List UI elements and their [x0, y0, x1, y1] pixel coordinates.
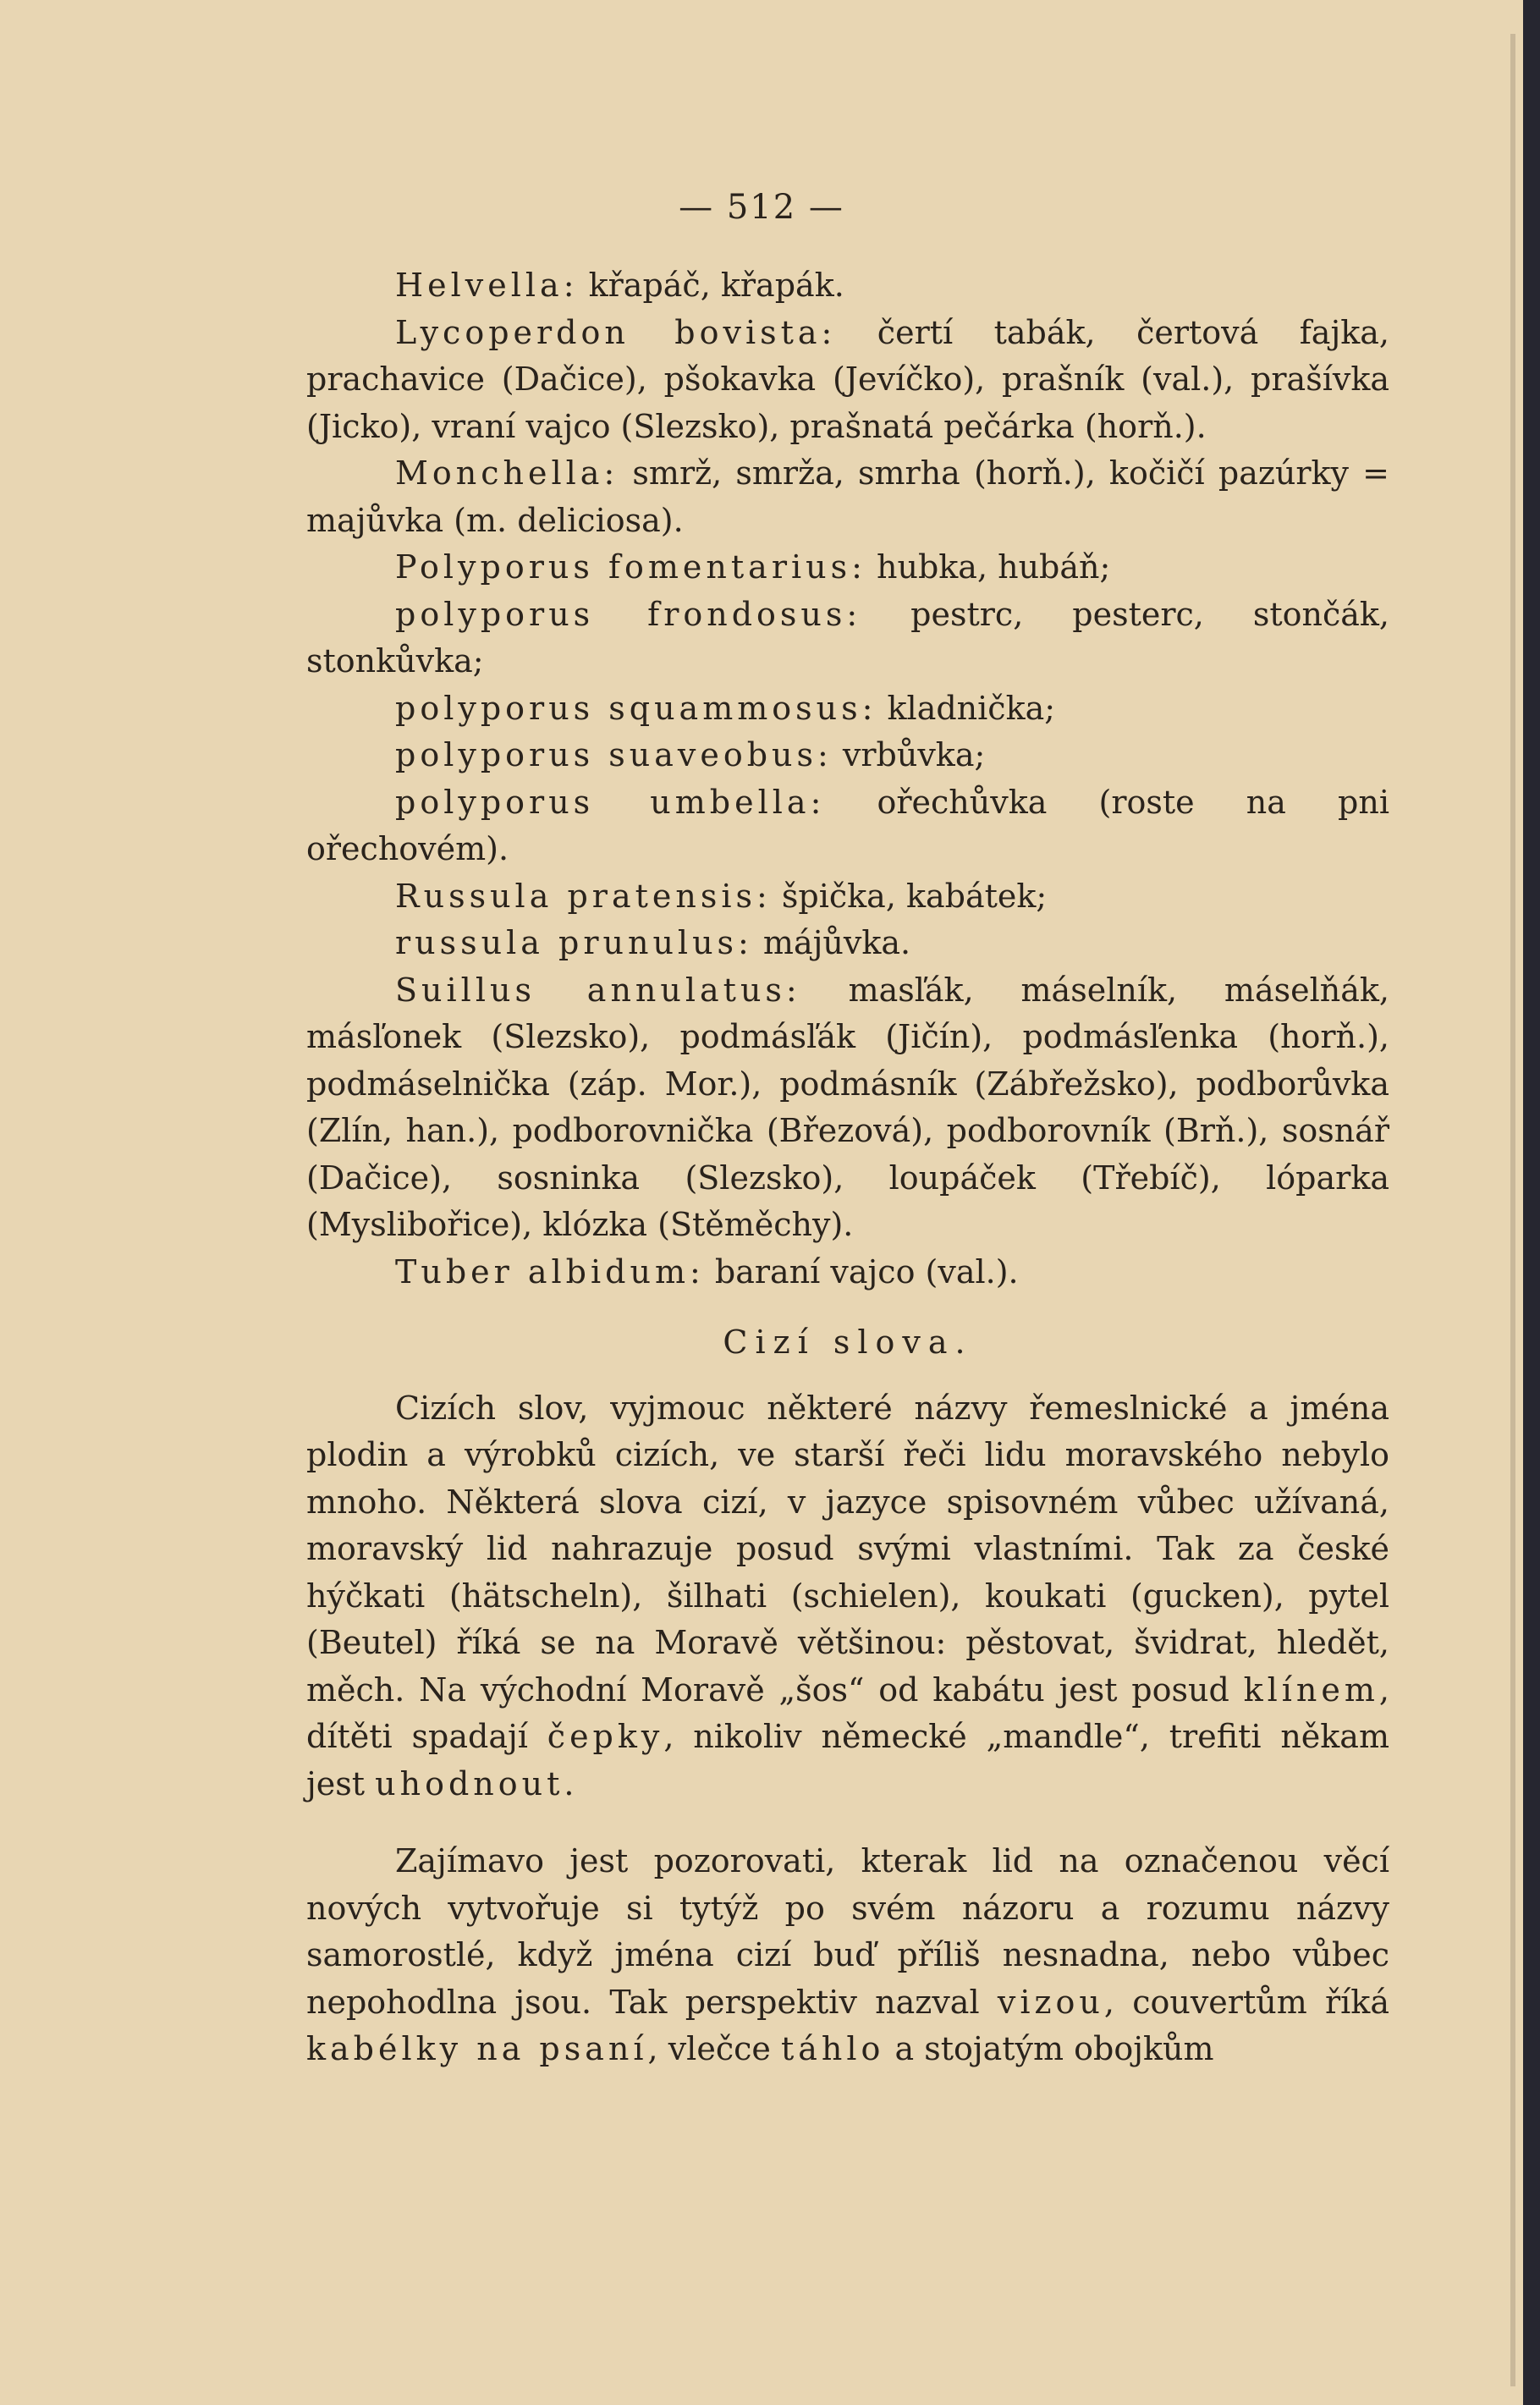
page-number: — 512 — — [679, 188, 844, 227]
spaced-term: táhlo — [780, 2030, 885, 2067]
entry-tuber-albidum — [306, 1249, 1389, 1296]
entry-text: čertí tabák, čertová fajka, prachavice (Dačice), pšokavka (Jevíčko), prašník (val.), prašívka (Jicko), vraní vajco (Slezsko), prašnatá pečárka (horň.). — [306, 313, 1389, 445]
entry-russula-pratensis — [306, 873, 1389, 921]
latin-name: polyporus umbella: — [395, 783, 826, 821]
paragraph-text: , couvertům říká — [1103, 1983, 1389, 2021]
entry-russula-prunulus — [306, 920, 1389, 967]
entry-polyporus-fomentarius — [306, 544, 1389, 592]
spaced-term: klínem — [1243, 1670, 1379, 1709]
entry-text: kladnička; — [877, 689, 1056, 727]
entry-polyporus-umbella — [306, 779, 1389, 873]
paragraph-text: . — [564, 1764, 575, 1802]
entry-monchella — [306, 450, 1389, 544]
entry-text: ořechůvka (roste na pni ořechovém). — [306, 783, 1389, 867]
paragraph-text: a stojatým obojkům — [884, 2030, 1214, 2067]
entry-text: májůvka. — [752, 924, 911, 961]
paragraph-foreign-words — [306, 1385, 1389, 1808]
entry-polyporus-squammosus — [306, 685, 1389, 733]
entry-text: smrž, smrža, smrha (horň.), kočičí pazúrky = majůvka (m. deliciosa). — [306, 454, 1389, 539]
entry-lycoperdon — [306, 310, 1389, 451]
latin-name: Suillus annulatus: — [395, 971, 801, 1009]
entry-polyporus-frondosus — [306, 592, 1389, 685]
latin-name: Tuber albidum: — [395, 1252, 705, 1291]
entry-text: pestrc, pesterc, stončák, stonkůvka; — [306, 595, 1389, 680]
paragraph-text: , dítěti spadají — [306, 1670, 1389, 1755]
spaced-term: čepky — [547, 1718, 664, 1755]
latin-name: polyporus squammosus: — [395, 689, 877, 727]
latin-name: Russula pratensis: — [395, 877, 772, 915]
paragraph-new-names — [306, 1838, 1389, 2073]
spaced-term: vizou — [997, 1983, 1104, 2021]
latin-name: Helvella: — [395, 267, 579, 304]
paragraph-text: , vlečce — [647, 2030, 781, 2067]
entry-text: hubka, hubáň; — [866, 548, 1111, 586]
latin-name: Monchella: — [395, 454, 619, 492]
spaced-term: kabélky na psaní — [306, 2030, 648, 2067]
paragraph-text: , nikoliv německé „mandle“, trefiti někam jest — [306, 1718, 1389, 1802]
entry-text: baraní vajco (val.). — [704, 1252, 1019, 1291]
latin-name: polyporus frondosus: — [395, 595, 862, 633]
paragraph-text: Cizích slov, vyjmouc některé názvy řemeslnické a jména plodin a výrobků cizích, ve starší řeči lidu moravského nebylo mnoho. Některá slova cizí, v jazyce spisovném vůbec užívaná, moravský lid nahrazuje posud svými vlastními. Tak za české hýčkati (hätscheln), šilhati (schielen), koukati (gucken), pytel (Beutel) říká se na Moravě většinou: pěstovat, švidrat, hledět, měch. Na východní Moravě „šos“ od kabátu jest posud — [306, 1389, 1389, 1709]
text-block — [306, 262, 1389, 2073]
entry-text: vrbůvka; — [832, 736, 986, 773]
latin-name: polyporus suaveobus: — [395, 736, 833, 773]
entry-helvella — [306, 262, 1389, 310]
latin-name: russula prunulus: — [395, 924, 753, 961]
latin-name: Lycoperdon bovista: — [395, 313, 837, 351]
page-edge — [1510, 34, 1515, 2386]
entry-text: masľák, máselník, máselňák, másľonek (Slezsko), podmásľák (Jičín), podmásľenka (horň.), podmáselnička (záp. Mor.), podmásník (Zábřežsko), podborůvka (Zlín, han.), podborovnička (Březová), podborovník (Brň.), sosnář (Dačice), sosninka (Slezsko), loupáček (Třebíč), lóparka (Myslibořice), klózka (Stěměchy). — [306, 971, 1389, 1243]
entry-text: špička, kabátek; — [771, 877, 1048, 915]
entry-text: křapáč, křapák. — [578, 267, 844, 304]
entry-polyporus-suaveobus — [306, 732, 1389, 779]
paragraph-text: Zajímavo jest pozorovati, kterak lid na označenou věcí nových vytvořuje si tytýž po svém názoru a rozumu názvy samorostlé, když jména cizí buď příliš nesnadna, nebo vůbec nepohodlna jsou. Tak perspektiv nazval — [306, 1842, 1389, 2021]
spaced-term: uhodnout — [375, 1764, 564, 1802]
latin-name: Polyporus fomentarius: — [395, 548, 866, 586]
section-title: Cizí slova. — [723, 1324, 973, 1361]
entry-suillus-annulatus — [306, 967, 1389, 1249]
